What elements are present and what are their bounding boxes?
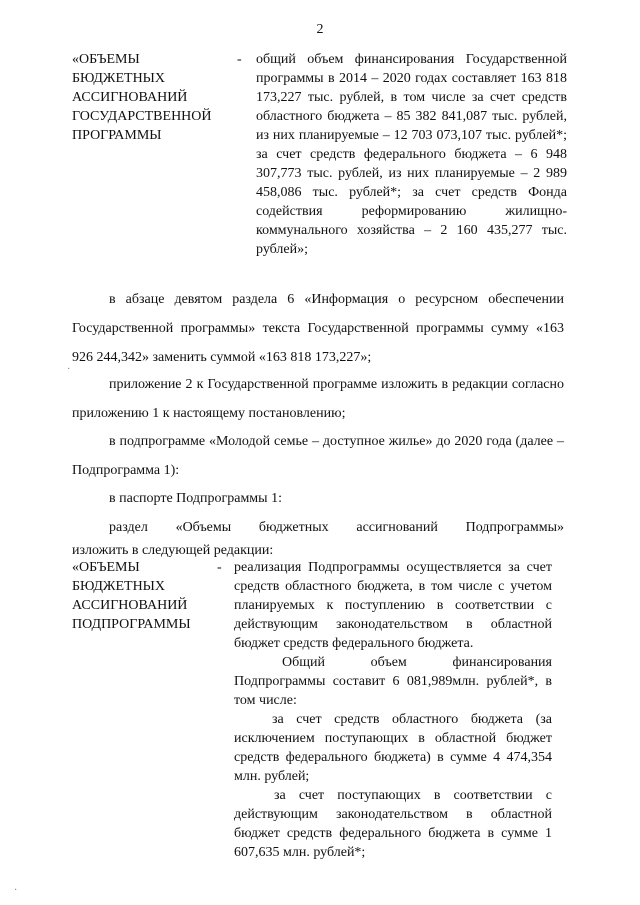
word-obemy: «Объемы [175, 520, 232, 535]
block2-label: «ОБЪЕМЫ БЮДЖЕТНЫХ АССИГНОВАНИЙ ПОДПРОГРАММЫ [72, 560, 191, 632]
scan-mark-corner: · [14, 885, 18, 896]
paragraph-section6-amendment: в абзаце девятом раздела 6 «Информация о ресурсном обеспечении Государственной программы» текста Государственной программы сумму «163 926 244,342» заменить суммой «163 818 173,227»; [72, 292, 564, 365]
page-number: 2 [316, 22, 324, 37]
block2-federal-budget: за счет поступающих в соответствии с действующим законодательством в областной бюджет средств федерального бюджета в сумме 1 607,635 млн. рублей*; [234, 788, 552, 860]
block1-text: общий объем финансирования Государственной программы в 2014 – 2020 годах составляет 163 818 173,227 тыс. рублей, в том числе за счет средств областного бюджета – 85 382 841,087 тыс. рублей, из них планируемые – 12 703 073,107 тыс. рублей*; за счет средств федерального бюджета – 6 948 307,773 тыс. рублей, из них планируемые – 2 989 458,086 тыс. рублей*; за счет средств Фонда содействия реформированию жилищно-коммунального хозяйства – 2 160 435,277 тыс. рублей»; [256, 52, 567, 257]
block2-text [234, 558, 552, 862]
scan-mark: · [67, 364, 71, 375]
paragraph-appendix2: приложение 2 к Государственной программе изложить в редакции согласно приложению 1 к настоящему постановлению; [72, 377, 564, 421]
word-byudzhetnyh: бюджетных [258, 520, 329, 535]
block2-total-financing: Общий объем финансирования Подпрограммы составит 6 081,989млн. рублей*, в том числе: [234, 655, 552, 708]
paragraph-passport: в паспорте Подпрограммы 1: [109, 491, 282, 506]
section-replace-line2: изложить в следующей редакции: [72, 543, 274, 558]
block1-dash: - [237, 52, 242, 67]
block1-label: «ОБЪЕМЫ БЮДЖЕТНЫХ АССИГНОВАНИЙ ГОСУДАРСТВЕННОЙ ПРОГРАММЫ [72, 52, 212, 143]
paragraph-subprogram1: в подпрограмме «Молодой семье – доступное жилье» до 2020 года (далее – Подпрограмма 1): [72, 434, 564, 478]
word-razdel: раздел [109, 520, 148, 535]
block2-regional-budget: за счет средств областного бюджета (за исключением поступающих в областной бюджет средств федерального бюджета) в сумме 4 474,354 млн. рублей; [234, 712, 552, 784]
word-assignovaniy: ассигнований [356, 520, 438, 535]
block2-dash: - [217, 560, 222, 575]
block2-implementation: реализация Подпрограммы осуществляется за счет средств областного бюджета, в том числе с учетом планируемых к поступлению в соответствии с действующим законодательством в областной бюджет средств федерального бюджета. [234, 560, 552, 651]
word-podprogrammy: Подпрограммы» [465, 520, 564, 535]
